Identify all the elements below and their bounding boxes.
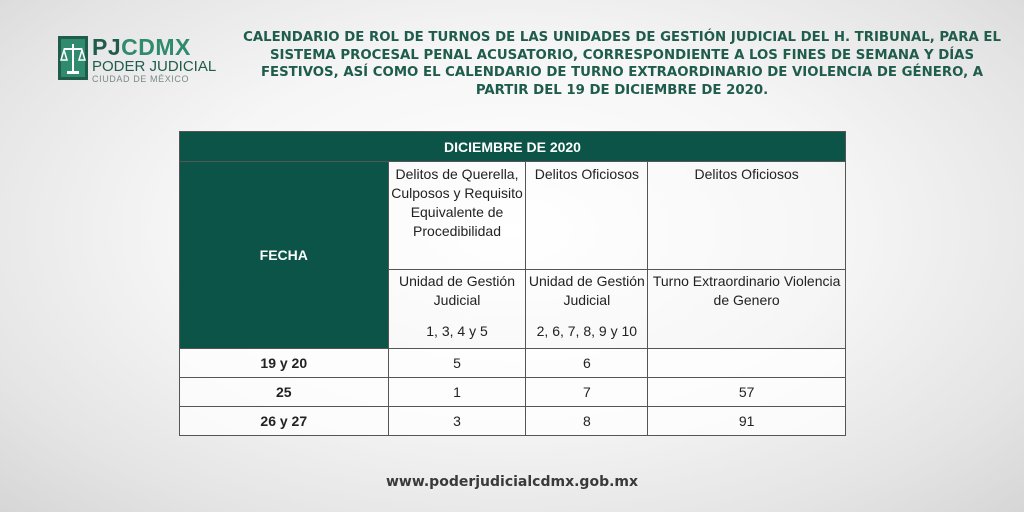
logo-line1: PODER JUDICIAL: [92, 58, 217, 75]
category-header: Delitos Oficiosos: [648, 162, 846, 270]
table-row: [180, 349, 846, 378]
row-cell: 6: [526, 349, 648, 378]
logo-brand-pj: PJ: [92, 34, 122, 60]
logo-line2: CIUDAD DE MÉXICO: [92, 74, 190, 84]
row-cell: [648, 349, 846, 378]
row-date: 19 y 20: [180, 349, 389, 378]
category-header: Delitos Oficiosos: [526, 162, 648, 270]
unit-label: Unidad de Gestión Judicial: [399, 273, 515, 308]
row-date: 25: [180, 378, 389, 407]
row-cell: 1: [388, 378, 526, 407]
pjcdmx-logo: [58, 34, 217, 86]
month-header: DICIEMBRE DE 2020: [180, 132, 846, 162]
fecha-header: FECHA: [180, 162, 389, 349]
table-row: [180, 378, 846, 407]
unit-numbers: 2, 6, 7, 8, 9 y 10: [536, 323, 638, 339]
website-link[interactable]: www.poderjudicialcdmx.gob.mx: [385, 474, 639, 490]
page-title: CALENDARIO DE ROL DE TURNOS DE LAS UNIDADES DE GESTIÓN JUDICIAL DEL H. TRIBUNAL, PARA EL SISTEMA PROCESAL PENAL ACUSATORIO, CORRESPONDIENTE A LOS FINES DE SEMANA Y DÍAS FESTIVOS, ASÍ COMO EL CALENDARIO DE TURNO EXTRAORDINARIO DE VIOLENCIA DE GÉNERO, A PARTIR DEL 19 DE DICIEMBRE DE 2020.: [243, 30, 1001, 98]
unit-header: [648, 270, 846, 349]
row-cell: 8: [526, 407, 648, 436]
logo-brand-cdmx: CDMX: [121, 34, 191, 60]
scales-of-justice-icon: [58, 36, 88, 80]
row-date: 26 y 27: [180, 407, 389, 436]
unit-label: Turno Extraordinario Violencia de Genero: [652, 273, 841, 308]
category-header: Delitos de Querella, Culposos y Requisito Equivalente de Procedibilidad: [388, 162, 526, 270]
unit-header: [388, 270, 526, 349]
unit-header: [526, 270, 648, 349]
unit-numbers: 1, 3, 4 y 5: [426, 323, 488, 339]
row-cell: 5: [388, 349, 526, 378]
row-cell: 57: [648, 378, 846, 407]
logo-brand: [92, 34, 191, 61]
table-row: [180, 407, 846, 436]
row-cell: 3: [388, 407, 526, 436]
calendar-table: [179, 131, 846, 436]
row-cell: 91: [648, 407, 846, 436]
unit-label: Unidad de Gestión Judicial: [528, 273, 645, 308]
row-cell: 7: [526, 378, 648, 407]
